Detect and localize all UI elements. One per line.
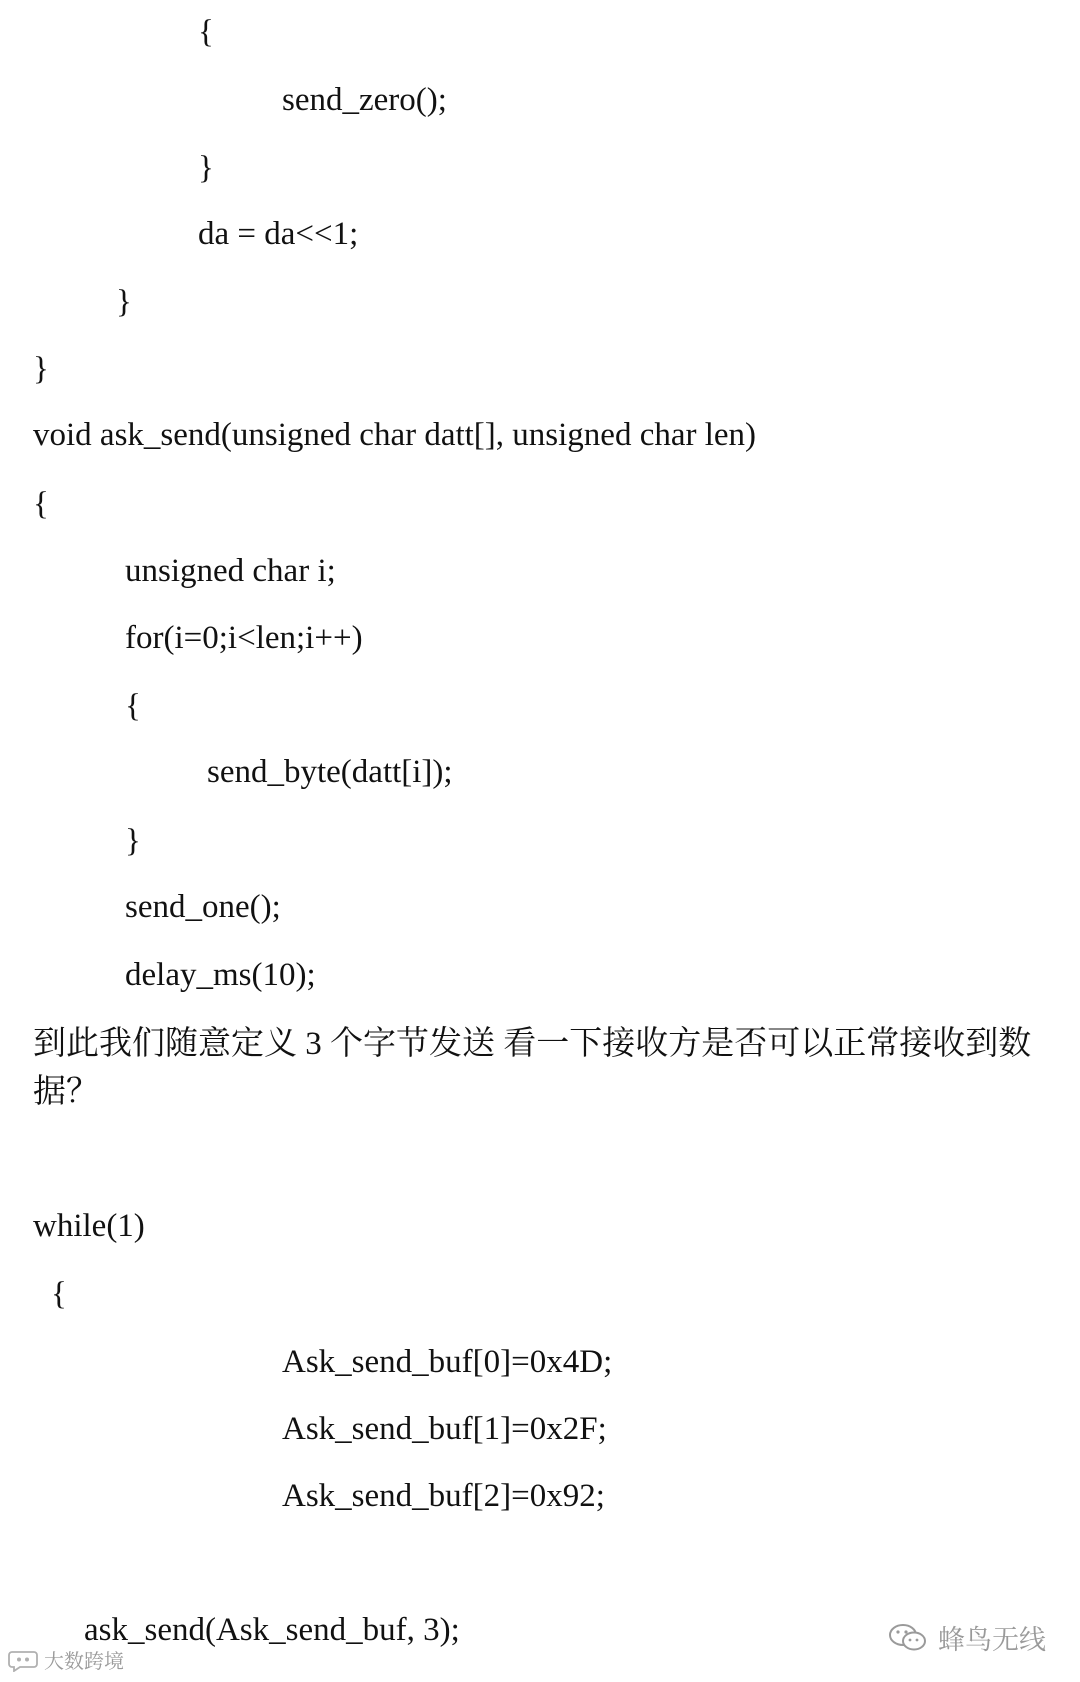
wechat-account-name: 蜂鸟无线 — [938, 1625, 1046, 1656]
code-line: { — [125, 688, 141, 724]
code-line: unsigned char i; — [125, 553, 336, 589]
site-name: 大数跨境 — [44, 1649, 124, 1673]
code-line: Ask_send_buf[1]=0x2F; — [282, 1411, 607, 1447]
code-line: send_zero(); — [282, 82, 447, 118]
code-line: for(i=0;i<len;i++) — [125, 620, 363, 656]
code-line: } — [33, 351, 49, 387]
code-line: ask_send(Ask_send_buf, 3); — [84, 1612, 460, 1648]
code-line: void ask_send(unsigned char datt[], unsigned char len) — [33, 417, 757, 453]
site-watermark — [8, 1645, 124, 1674]
code-line: send_byte(datt[i]); — [207, 754, 453, 790]
code-line: Ask_send_buf[0]=0x4D; — [282, 1344, 613, 1380]
code-line: delay_ms(10); — [125, 957, 316, 993]
code-line: { — [51, 1276, 67, 1312]
code-line: { — [198, 14, 214, 50]
wechat-icon — [888, 1622, 928, 1654]
code-line: } — [116, 284, 132, 320]
code-line: Ask_send_buf[2]=0x92; — [282, 1478, 605, 1514]
speech-bubble-logo-icon — [8, 1648, 38, 1672]
code-line: send_one(); — [125, 889, 281, 925]
body-paragraph: 到此我们随意定义 3 个字节发送 看一下接收方是否可以正常接收到数据？ — [33, 1026, 1032, 1110]
wechat-watermark — [888, 1618, 1046, 1657]
code-line: da = da<<1; — [198, 216, 359, 252]
code-line: } — [198, 150, 214, 186]
code-line: while(1) — [33, 1208, 145, 1244]
code-line: { — [33, 486, 49, 522]
code-line: } — [125, 823, 141, 859]
